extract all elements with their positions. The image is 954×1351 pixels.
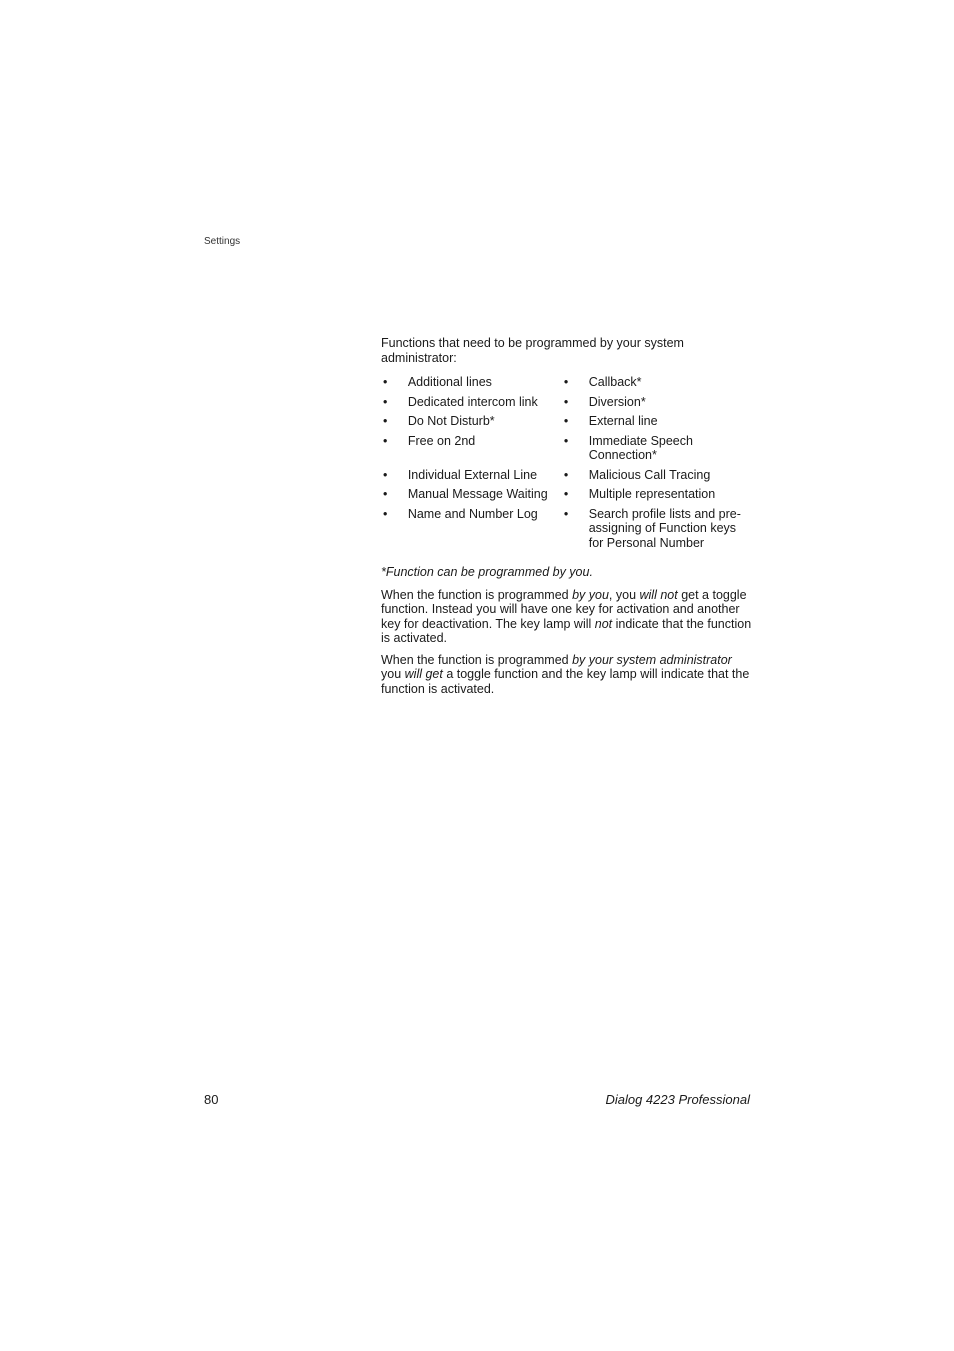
- bullet: •: [383, 375, 388, 389]
- text-run: , you: [608, 587, 640, 602]
- table-row: [381, 375, 753, 395]
- bullet: •: [563, 414, 569, 428]
- bullet: •: [383, 433, 388, 448]
- table-row: [381, 395, 753, 415]
- list-item: Individual External Line: [407, 467, 538, 482]
- text-run: a toggle function and the key lamp will indicate that the function is activated.: [381, 667, 750, 696]
- list-item: Malicious Call Tracing: [588, 467, 711, 482]
- bullet: •: [563, 394, 569, 409]
- list-item: Do Not Disturb*: [407, 414, 495, 428]
- page-number: 80: [204, 1092, 219, 1107]
- table-row: [381, 507, 753, 556]
- list-item: Diversion*: [588, 394, 646, 409]
- bullet: •: [563, 467, 569, 482]
- table-row: [381, 487, 753, 507]
- bullet: •: [383, 467, 388, 482]
- bullet: •: [383, 414, 388, 428]
- list-item: Free on 2nd: [407, 433, 476, 448]
- table-row: [381, 468, 753, 488]
- list-item: Name and Number Log: [407, 506, 538, 521]
- emphasis-text: by you: [572, 587, 609, 602]
- list-item: Callback*: [588, 375, 642, 389]
- list-item: Additional lines: [407, 375, 492, 389]
- bullet: •: [563, 375, 569, 389]
- paragraph-by-you: [381, 588, 753, 646]
- bullet: •: [383, 506, 388, 521]
- bullet: •: [383, 487, 388, 501]
- emphasis-text: not: [594, 616, 613, 631]
- list-item: Dedicated intercom link: [407, 394, 538, 409]
- table-row: [381, 414, 753, 434]
- main-content: [381, 336, 753, 703]
- section-header: Settings: [204, 236, 241, 247]
- product-name: Dialog 4223 Professional: [605, 1092, 750, 1107]
- footnote: *Function can be programmed by you.: [381, 565, 593, 579]
- emphasis-text: will not: [639, 587, 678, 602]
- list-item: Multiple representation: [588, 487, 716, 501]
- text-run: When the function is programmed: [381, 587, 573, 602]
- bullet: •: [563, 433, 569, 448]
- functions-table: [381, 375, 753, 555]
- table-row: [381, 434, 753, 468]
- list-item: Search profile lists and pre-assigning of Function keys for Personal Number: [588, 506, 741, 550]
- list-item: External line: [588, 414, 658, 428]
- emphasis-text: will get: [404, 667, 443, 681]
- paragraph-by-admin: [381, 653, 753, 697]
- list-item: Immediate Speech Connection*: [588, 433, 693, 462]
- bullet: •: [563, 506, 569, 521]
- intro-text: Functions that need to be programmed by your system administrator:: [381, 336, 684, 365]
- text-run: When the function is programmed: [381, 652, 573, 667]
- text-run: you: [381, 667, 405, 681]
- bullet: •: [563, 487, 569, 501]
- bullet: •: [383, 394, 388, 409]
- list-item: Manual Message Waiting: [407, 487, 548, 501]
- emphasis-text: by your system administrator: [572, 652, 732, 667]
- text-run: get a toggle function. Instead you will have one key for activation and another key for deactivation. The key lamp will: [381, 587, 747, 631]
- text-run: indicate that the function is activated.: [381, 616, 752, 645]
